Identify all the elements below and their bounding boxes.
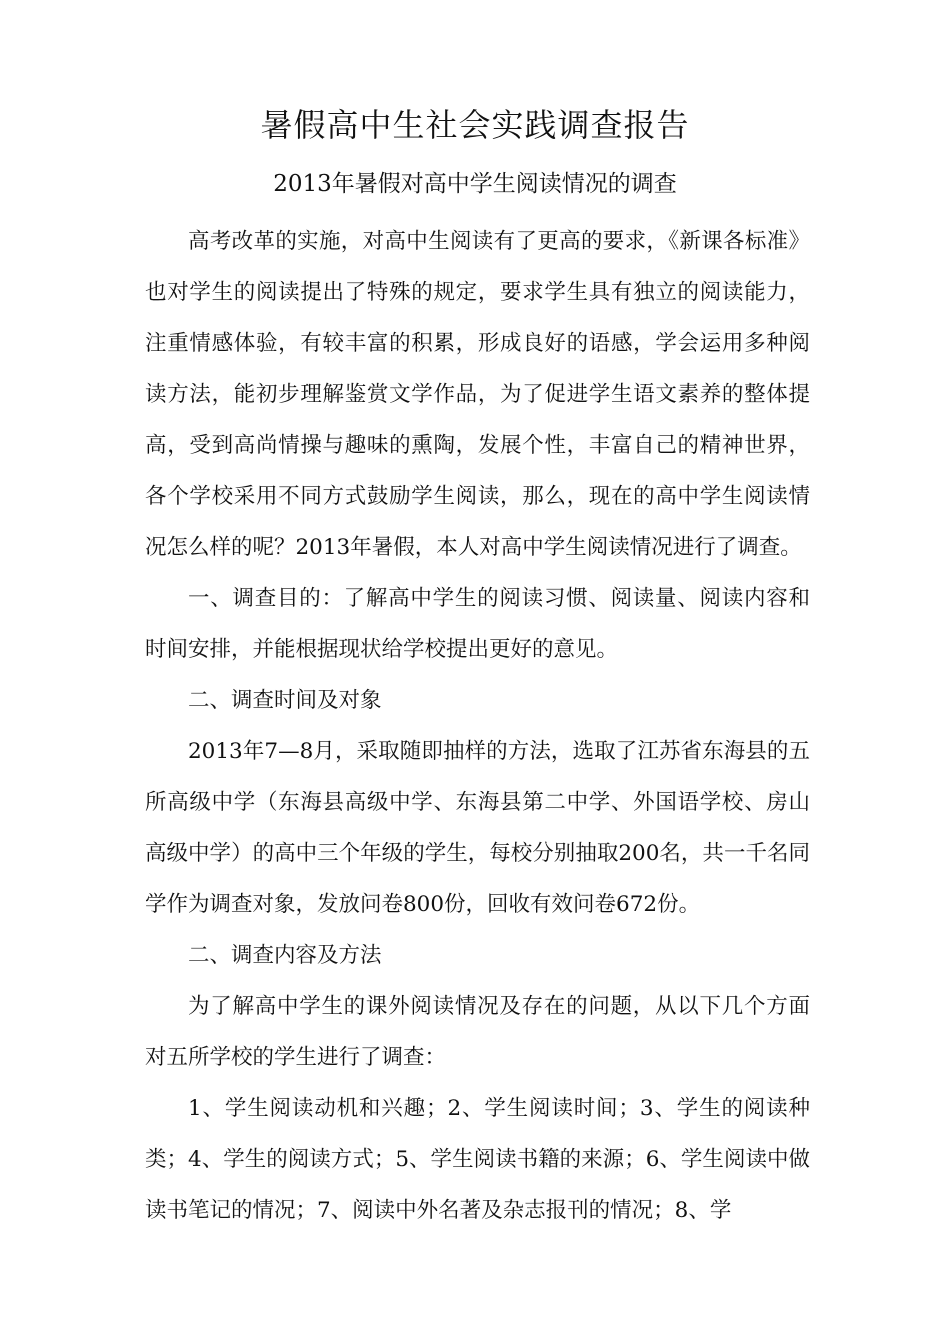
- document-subtitle: 2013年暑假对高中学生阅读情况的调查: [273, 171, 677, 197]
- paragraph-introduction: 高考改革的实施，对高中生阅读有了更高的要求，《新课各标准》也对学生的阅读提出了特殊的规定，要求学生具有独立的阅读能力，注重情感体验，有较丰富的积累，形成良好的语感，学会运用多种阅读方法，能初步理解鉴赏文学作品，为了促进学生语文素养的整体提高，受到高尚情操与趣味的熏陶，发展个性，丰富自己的精神世界，各个学校采用不同方式鼓励学生阅读，那么，现在的高中学生阅读情况怎么样的呢？2013年暑假，本人对高中学生阅读情况进行了调查。: [145, 229, 810, 560]
- section-heading-time-and-subjects: 二、调查时间及对象: [188, 688, 382, 713]
- section-heading-content-and-method: 二、调查内容及方法: [188, 943, 382, 968]
- paragraph-survey-purpose: 一、调查目的：了解高中学生的阅读习惯、阅读量、阅读内容和时间安排，并能根据现状给学校提出更好的意见。: [145, 586, 810, 662]
- paragraph-content-and-method: 为了解高中学生的课外阅读情况及存在的问题，从以下几个方面对五所学校的学生进行了调查：: [145, 994, 810, 1070]
- document-body: [145, 216, 810, 1236]
- document-title: 暑假高中生社会实践调查报告: [260, 106, 690, 144]
- paragraph-survey-items: 1、学生阅读动机和兴趣；2、学生阅读时间；3、学生的阅读种类；4、学生的阅读方式；5、学生阅读书籍的来源；6、学生阅读中做读书笔记的情况；7、阅读中外名著及杂志报刊的情况；8、学: [145, 1096, 810, 1223]
- paragraph-time-and-subjects: 2013年7—8月，采取随即抽样的方法，选取了江苏省东海县的五所高级中学（东海县高级中学、东海县第二中学、外国语学校、房山高级中学）的高中三个年级的学生，每校分别抽取200名，共一千名同学作为调查对象，发放问卷800份，回收有效问卷672份。: [145, 739, 810, 917]
